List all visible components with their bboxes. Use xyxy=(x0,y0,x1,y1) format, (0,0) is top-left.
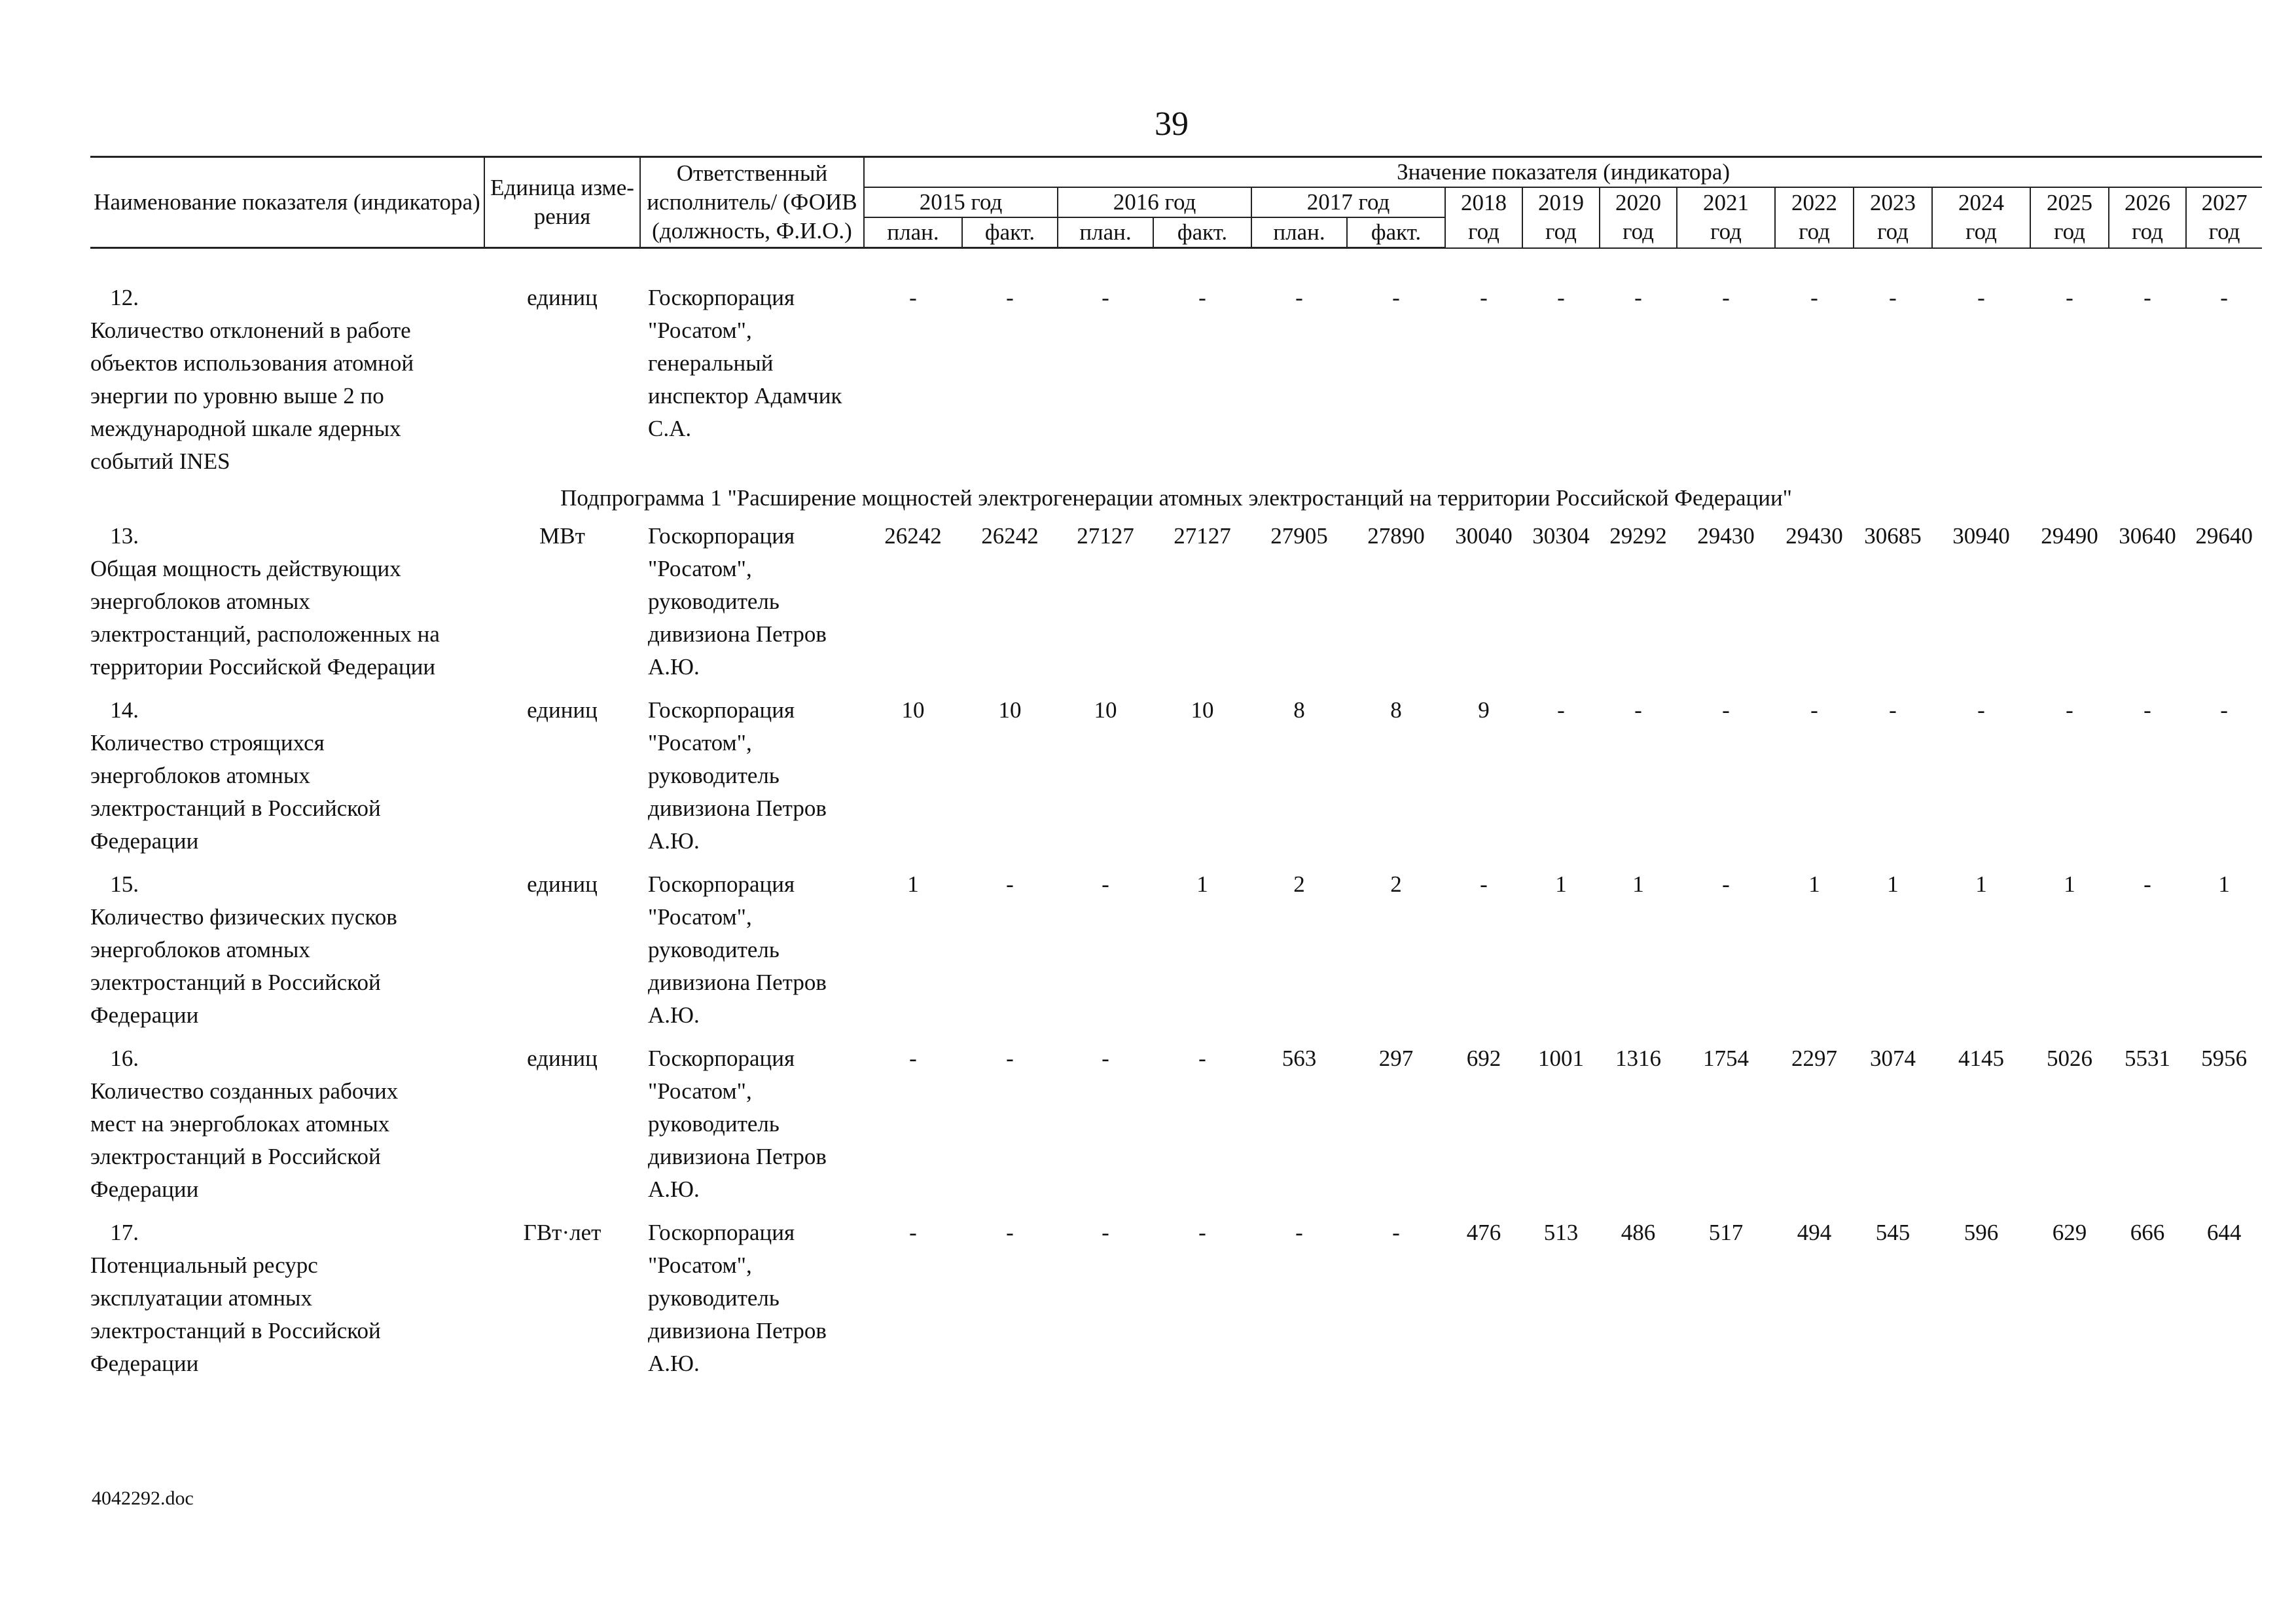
indicator-table xyxy=(90,156,2262,1380)
indicator-name-cell xyxy=(90,1042,484,1206)
value-cell: 486 xyxy=(1621,1220,1656,1245)
value-cell: - xyxy=(1810,285,1818,310)
value-cell: 1 xyxy=(2218,871,2230,897)
indicator-name-cell xyxy=(90,1216,484,1380)
unit-cell: единиц xyxy=(527,285,598,310)
header-year-2022: 2022 год xyxy=(1775,187,1854,248)
value-cell: 10 xyxy=(901,697,925,723)
value-cell: - xyxy=(1557,697,1565,723)
header-responsible: Ответственный исполнитель/ (ФОИВ (должность, Ф.И.О.) xyxy=(640,157,864,248)
value-cell: - xyxy=(1977,697,1985,723)
value-cell: 29430 xyxy=(1785,523,1843,549)
row-number: 15. xyxy=(110,871,139,897)
indicator-name: Количество отклонений в работе объектов использования атомной энергии по уровню выше 2 по международной шкале ядерных событий INES xyxy=(90,318,414,474)
unit-cell: единиц xyxy=(527,697,598,723)
header-year-2026: 2026 год xyxy=(2109,187,2186,248)
value-cell: - xyxy=(1295,285,1303,310)
value-cell: - xyxy=(1006,871,1014,897)
value-cell: - xyxy=(1722,285,1730,310)
header-name: Наименование показателя (индикатора) xyxy=(90,157,484,248)
value-cell: 4145 xyxy=(1958,1046,2004,1071)
value-cell: 29430 xyxy=(1697,523,1755,549)
value-cell: - xyxy=(1889,285,1897,310)
value-cell: - xyxy=(909,285,917,310)
value-cell: - xyxy=(1102,1046,1109,1071)
value-cell: 596 xyxy=(1964,1220,1999,1245)
value-cell: - xyxy=(2144,871,2151,897)
header-year-2024: 2024 год xyxy=(1932,187,2030,248)
header-year-2027: 2027 год xyxy=(2186,187,2262,248)
value-cell: - xyxy=(1392,285,1400,310)
value-cell: 30940 xyxy=(1952,523,2010,549)
value-cell: 517 xyxy=(1708,1220,1744,1245)
header-year-2015: 2015 год xyxy=(864,187,1058,217)
value-cell: - xyxy=(1102,1220,1109,1245)
responsible-cell: Госкорпорация "Росатом", генеральный инспектор Адамчик С.А. xyxy=(648,285,842,441)
value-cell: - xyxy=(1810,697,1818,723)
value-cell: - xyxy=(1722,871,1730,897)
indicator-name-cell xyxy=(90,868,484,1032)
header-year-2025: 2025 год xyxy=(2030,187,2109,248)
value-cell: - xyxy=(1480,285,1488,310)
value-cell: - xyxy=(2220,697,2228,723)
value-cell: 563 xyxy=(1282,1046,1317,1071)
page-number: 39 xyxy=(1155,105,1189,143)
value-cell: 1 xyxy=(907,871,919,897)
value-cell: 9 xyxy=(1478,697,1490,723)
responsible-cell: Госкорпорация "Росатом", руководитель дивизиона Петров А.Ю. xyxy=(648,523,827,680)
value-cell: 666 xyxy=(2130,1220,2165,1245)
value-cell: - xyxy=(1198,285,1206,310)
value-cell: - xyxy=(2220,285,2228,310)
header-values-group: Значение показателя (индикатора) xyxy=(864,157,2262,188)
value-cell: 26242 xyxy=(981,523,1039,549)
value-cell: 1 xyxy=(1887,871,1899,897)
value-cell: 1 xyxy=(1555,871,1567,897)
value-cell: 644 xyxy=(2206,1220,2242,1245)
value-cell: 1754 xyxy=(1703,1046,1749,1071)
unit-cell: МВт xyxy=(539,523,585,549)
value-cell: - xyxy=(909,1220,917,1245)
value-cell: 692 xyxy=(1466,1046,1501,1071)
value-cell: - xyxy=(909,1046,917,1071)
value-cell: 29292 xyxy=(1609,523,1667,549)
unit-cell: единиц xyxy=(527,1046,598,1071)
value-cell: - xyxy=(1198,1046,1206,1071)
value-cell: 10 xyxy=(1191,697,1214,723)
responsible-cell: Госкорпорация "Росатом", руководитель дивизиона Петров А.Ю. xyxy=(648,1220,827,1376)
table-row xyxy=(90,1216,2262,1380)
indicator-name-cell xyxy=(90,282,484,478)
value-cell: 29640 xyxy=(2195,523,2253,549)
header-year-2019: 2019 год xyxy=(1522,187,1600,248)
value-cell: 297 xyxy=(1378,1046,1414,1071)
value-cell: - xyxy=(2066,285,2073,310)
header-fact: факт. xyxy=(962,217,1058,248)
value-cell: 10 xyxy=(1094,697,1117,723)
value-cell: - xyxy=(2144,697,2151,723)
value-cell: - xyxy=(1006,1220,1014,1245)
value-cell: 1 xyxy=(1196,871,1208,897)
value-cell: - xyxy=(1102,285,1109,310)
value-cell: - xyxy=(1006,285,1014,310)
value-cell: 2297 xyxy=(1791,1046,1837,1071)
value-cell: - xyxy=(1006,1046,1014,1071)
value-cell: - xyxy=(1889,697,1897,723)
row-number: 13. xyxy=(110,523,139,549)
value-cell: 5956 xyxy=(2201,1046,2248,1071)
value-cell: - xyxy=(1557,285,1565,310)
header-plan: план. xyxy=(1058,217,1153,248)
table-row xyxy=(90,694,2262,858)
value-cell: 10 xyxy=(998,697,1022,723)
value-cell: 30640 xyxy=(2119,523,2176,549)
value-cell: - xyxy=(2144,285,2151,310)
value-cell: - xyxy=(1977,285,1985,310)
document-filename: 4042292.doc xyxy=(92,1487,194,1509)
header-plan: план. xyxy=(1251,217,1347,248)
value-cell: - xyxy=(1480,871,1488,897)
value-cell: - xyxy=(2066,697,2073,723)
indicator-name-cell xyxy=(90,520,484,684)
value-cell: 2 xyxy=(1390,871,1402,897)
row-number: 16. xyxy=(110,1046,139,1071)
value-cell: 8 xyxy=(1293,697,1305,723)
row-number: 14. xyxy=(110,697,139,723)
row-number: 12. xyxy=(110,285,139,310)
indicator-name: Количество физических пусков энергоблоков атомных электростанций в Российской Федерации xyxy=(90,904,397,1028)
subprogram-title: Подпрограмма 1 "Расширение мощностей электрогенерации атомных электростанций на территории Российской Федерации" xyxy=(560,485,1792,511)
row-number: 17. xyxy=(110,1220,139,1245)
table-row xyxy=(90,1042,2262,1206)
responsible-cell: Госкорпорация "Росатом", руководитель дивизиона Петров А.Ю. xyxy=(648,697,827,854)
header-unit: Единица изме-рения xyxy=(484,157,640,248)
value-cell: 545 xyxy=(1875,1220,1910,1245)
value-cell: 26242 xyxy=(884,523,942,549)
value-cell: 1001 xyxy=(1538,1046,1584,1071)
value-cell: 30304 xyxy=(1532,523,1590,549)
header-year-2017: 2017 год xyxy=(1251,187,1445,217)
header-year-2023: 2023 год xyxy=(1854,187,1932,248)
header-year-2020: 2020 год xyxy=(1600,187,1677,248)
value-cell: 1 xyxy=(1808,871,1820,897)
header-fact: факт. xyxy=(1347,217,1445,248)
value-cell: 30040 xyxy=(1455,523,1513,549)
value-cell: 29490 xyxy=(2041,523,2098,549)
unit-cell: ГВт·лет xyxy=(523,1220,601,1245)
indicator-name: Общая мощность действующих энергоблоков атомных электростанций, расположенных на территории Российской Федерации xyxy=(90,556,440,680)
value-cell: - xyxy=(1295,1220,1303,1245)
value-cell: 5531 xyxy=(2125,1046,2170,1071)
header-plan: план. xyxy=(864,217,962,248)
value-cell: 5026 xyxy=(2047,1046,2092,1071)
value-cell: 27905 xyxy=(1270,523,1328,549)
table-row xyxy=(90,868,2262,1032)
indicator-name: Потенциальный ресурс эксплуатации атомных электростанций в Российской Федерации xyxy=(90,1252,381,1376)
value-cell: 494 xyxy=(1797,1220,1832,1245)
indicator-name: Количество строящихся энергоблоков атомных электростанций в Российской Федерации xyxy=(90,730,381,854)
value-cell: - xyxy=(1634,697,1642,723)
table-row xyxy=(90,520,2262,684)
value-cell: 1 xyxy=(2064,871,2075,897)
value-cell: 1 xyxy=(1975,871,1987,897)
header-year-2016: 2016 год xyxy=(1058,187,1251,217)
value-cell: 476 xyxy=(1466,1220,1501,1245)
value-cell: 8 xyxy=(1390,697,1402,723)
header-year-2018: 2018 год xyxy=(1445,187,1522,248)
header-fact: факт. xyxy=(1153,217,1251,248)
header-year-2021: 2021 год xyxy=(1677,187,1775,248)
value-cell: - xyxy=(1634,285,1642,310)
table-row xyxy=(90,282,2262,478)
value-cell: - xyxy=(1102,871,1109,897)
value-cell: 1316 xyxy=(1615,1046,1661,1071)
value-cell: 30685 xyxy=(1864,523,1922,549)
unit-cell: единиц xyxy=(527,871,598,897)
value-cell: 513 xyxy=(1543,1220,1579,1245)
indicator-name: Количество созданных рабочих мест на энергоблоках атомных электростанций в Российской Федерации xyxy=(90,1078,399,1202)
indicator-name-cell xyxy=(90,694,484,858)
value-cell: - xyxy=(1392,1220,1400,1245)
value-cell: 27127 xyxy=(1077,523,1134,549)
value-cell: - xyxy=(1722,697,1730,723)
value-cell: - xyxy=(1198,1220,1206,1245)
subprogram-row xyxy=(90,478,2262,520)
value-cell: 27127 xyxy=(1174,523,1231,549)
value-cell: 27890 xyxy=(1367,523,1425,549)
value-cell: 1 xyxy=(1632,871,1644,897)
value-cell: 2 xyxy=(1293,871,1305,897)
value-cell: 629 xyxy=(2052,1220,2087,1245)
responsible-cell: Госкорпорация "Росатом", руководитель дивизиона Петров А.Ю. xyxy=(648,871,827,1028)
responsible-cell: Госкорпорация "Росатом", руководитель дивизиона Петров А.Ю. xyxy=(648,1046,827,1202)
value-cell: 3074 xyxy=(1870,1046,1916,1071)
